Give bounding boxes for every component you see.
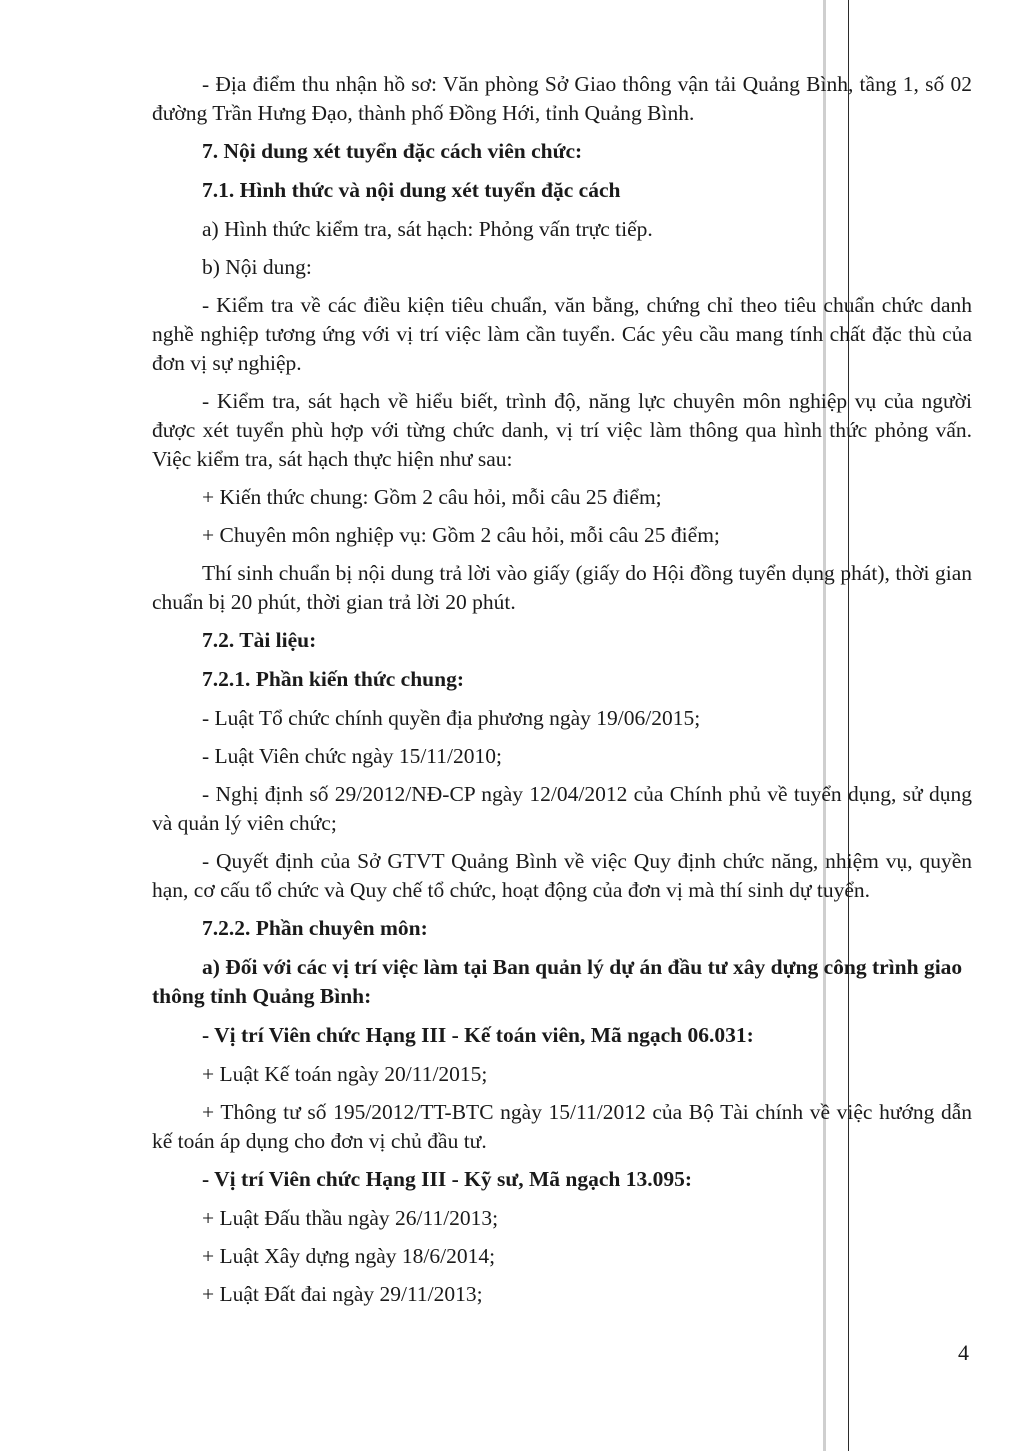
paragraph-professional: + Chuyên môn nghiệp vụ: Gồm 2 câu hỏi, mỗi câu 25 điểm;: [202, 523, 720, 547]
heading-accountant-position: - Vị trí Viên chức Hạng III - Kế toán viên, Mã ngạch 06.031:: [202, 1023, 754, 1047]
list-item: + Luật Xây dựng ngày 18/6/2014;: [202, 1244, 496, 1268]
paragraph-general-knowledge: + Kiến thức chung: Gồm 2 câu hỏi, mỗi câu 25 điểm;: [202, 485, 662, 509]
paragraph-submission-location: - Địa điểm thu nhận hồ sơ: Văn phòng Sở Giao thông vận tải Quảng Bình, tầng 1, số 02 đường Trần Hưng Đạo, thành phố Đồng Hới, tỉnh Quảng Bình.: [152, 72, 972, 125]
heading-section-7-2-1: 7.2.1. Phần kiến thức chung:: [202, 667, 464, 691]
heading-section-7-1: 7.1. Hình thức và nội dung xét tuyển đặc cách: [202, 178, 621, 202]
heading-section-7-2: 7.2. Tài liệu:: [202, 628, 317, 652]
paragraph-check-conditions: - Kiểm tra về các điều kiện tiêu chuẩn, văn bằng, chứng chỉ theo tiêu chuẩn chức danh nghề nghiệp tương ứng với vị trí việc làm cần tuyển. Các yêu cầu mang tính chất đặc thù của đơn vị sự nghiệp.: [152, 293, 972, 375]
paragraph-preparation: Thí sinh chuẩn bị nội dung trả lời vào giấy (giấy do Hội đồng tuyển dụng phát), thời gian chuẩn bị 20 phút, thời gian trả lời 20 phút.: [152, 561, 972, 614]
list-item: + Luật Kế toán ngày 20/11/2015;: [202, 1062, 488, 1086]
heading-section-7: 7. Nội dung xét tuyển đặc cách viên chức:: [202, 139, 583, 163]
list-item: - Nghị định số 29/2012/NĐ-CP ngày 12/04/2012 của Chính phủ về tuyển dụng, sử dụng và quản lý viên chức;: [152, 782, 972, 835]
paragraph-check-knowledge: - Kiểm tra, sát hạch về hiểu biết, trình độ, năng lực chuyên môn nghiệp vụ của người được xét tuyển phù hợp với từng chức danh, vị trí việc làm thông qua hình thức phỏng vấn. Việc kiểm tra, sát hạch thực hiện như sau:: [152, 389, 972, 471]
heading-engineer-position: - Vị trí Viên chức Hạng III - Kỹ sư, Mã ngạch 13.095:: [202, 1167, 693, 1191]
list-item: - Luật Tổ chức chính quyền địa phương ngày 19/06/2015;: [202, 706, 701, 730]
list-item: - Quyết định của Sở GTVT Quảng Bình về việc Quy định chức năng, nhiệm vụ, quyền hạn, cơ cấu tổ chức và Quy chế tổ chức, hoạt động của đơn vị mà thí sinh dự tuyển.: [152, 849, 972, 902]
page-number: 4: [958, 1340, 969, 1365]
list-item: + Luật Đất đai ngày 29/11/2013;: [202, 1282, 483, 1306]
document-body: [152, 70, 972, 1318]
paragraph-form: a) Hình thức kiểm tra, sát hạch: Phỏng vấn trực tiếp.: [202, 217, 653, 241]
paragraph-content-label: b) Nội dung:: [202, 255, 312, 279]
heading-section-7-2-2: 7.2.2. Phần chuyên môn:: [202, 916, 428, 940]
list-item: + Luật Đấu thầu ngày 26/11/2013;: [202, 1206, 499, 1230]
list-item: - Luật Viên chức ngày 15/11/2010;: [202, 744, 502, 768]
list-item: + Thông tư số 195/2012/TT-BTC ngày 15/11/2012 của Bộ Tài chính về việc hướng dẫn kế toán áp dụng cho đơn vị chủ đầu tư.: [152, 1100, 972, 1153]
heading-subsection-a: a) Đối với các vị trí việc làm tại Ban quản lý dự án đầu tư xây dựng công trình giao thông tỉnh Quảng Bình:: [152, 955, 963, 1008]
